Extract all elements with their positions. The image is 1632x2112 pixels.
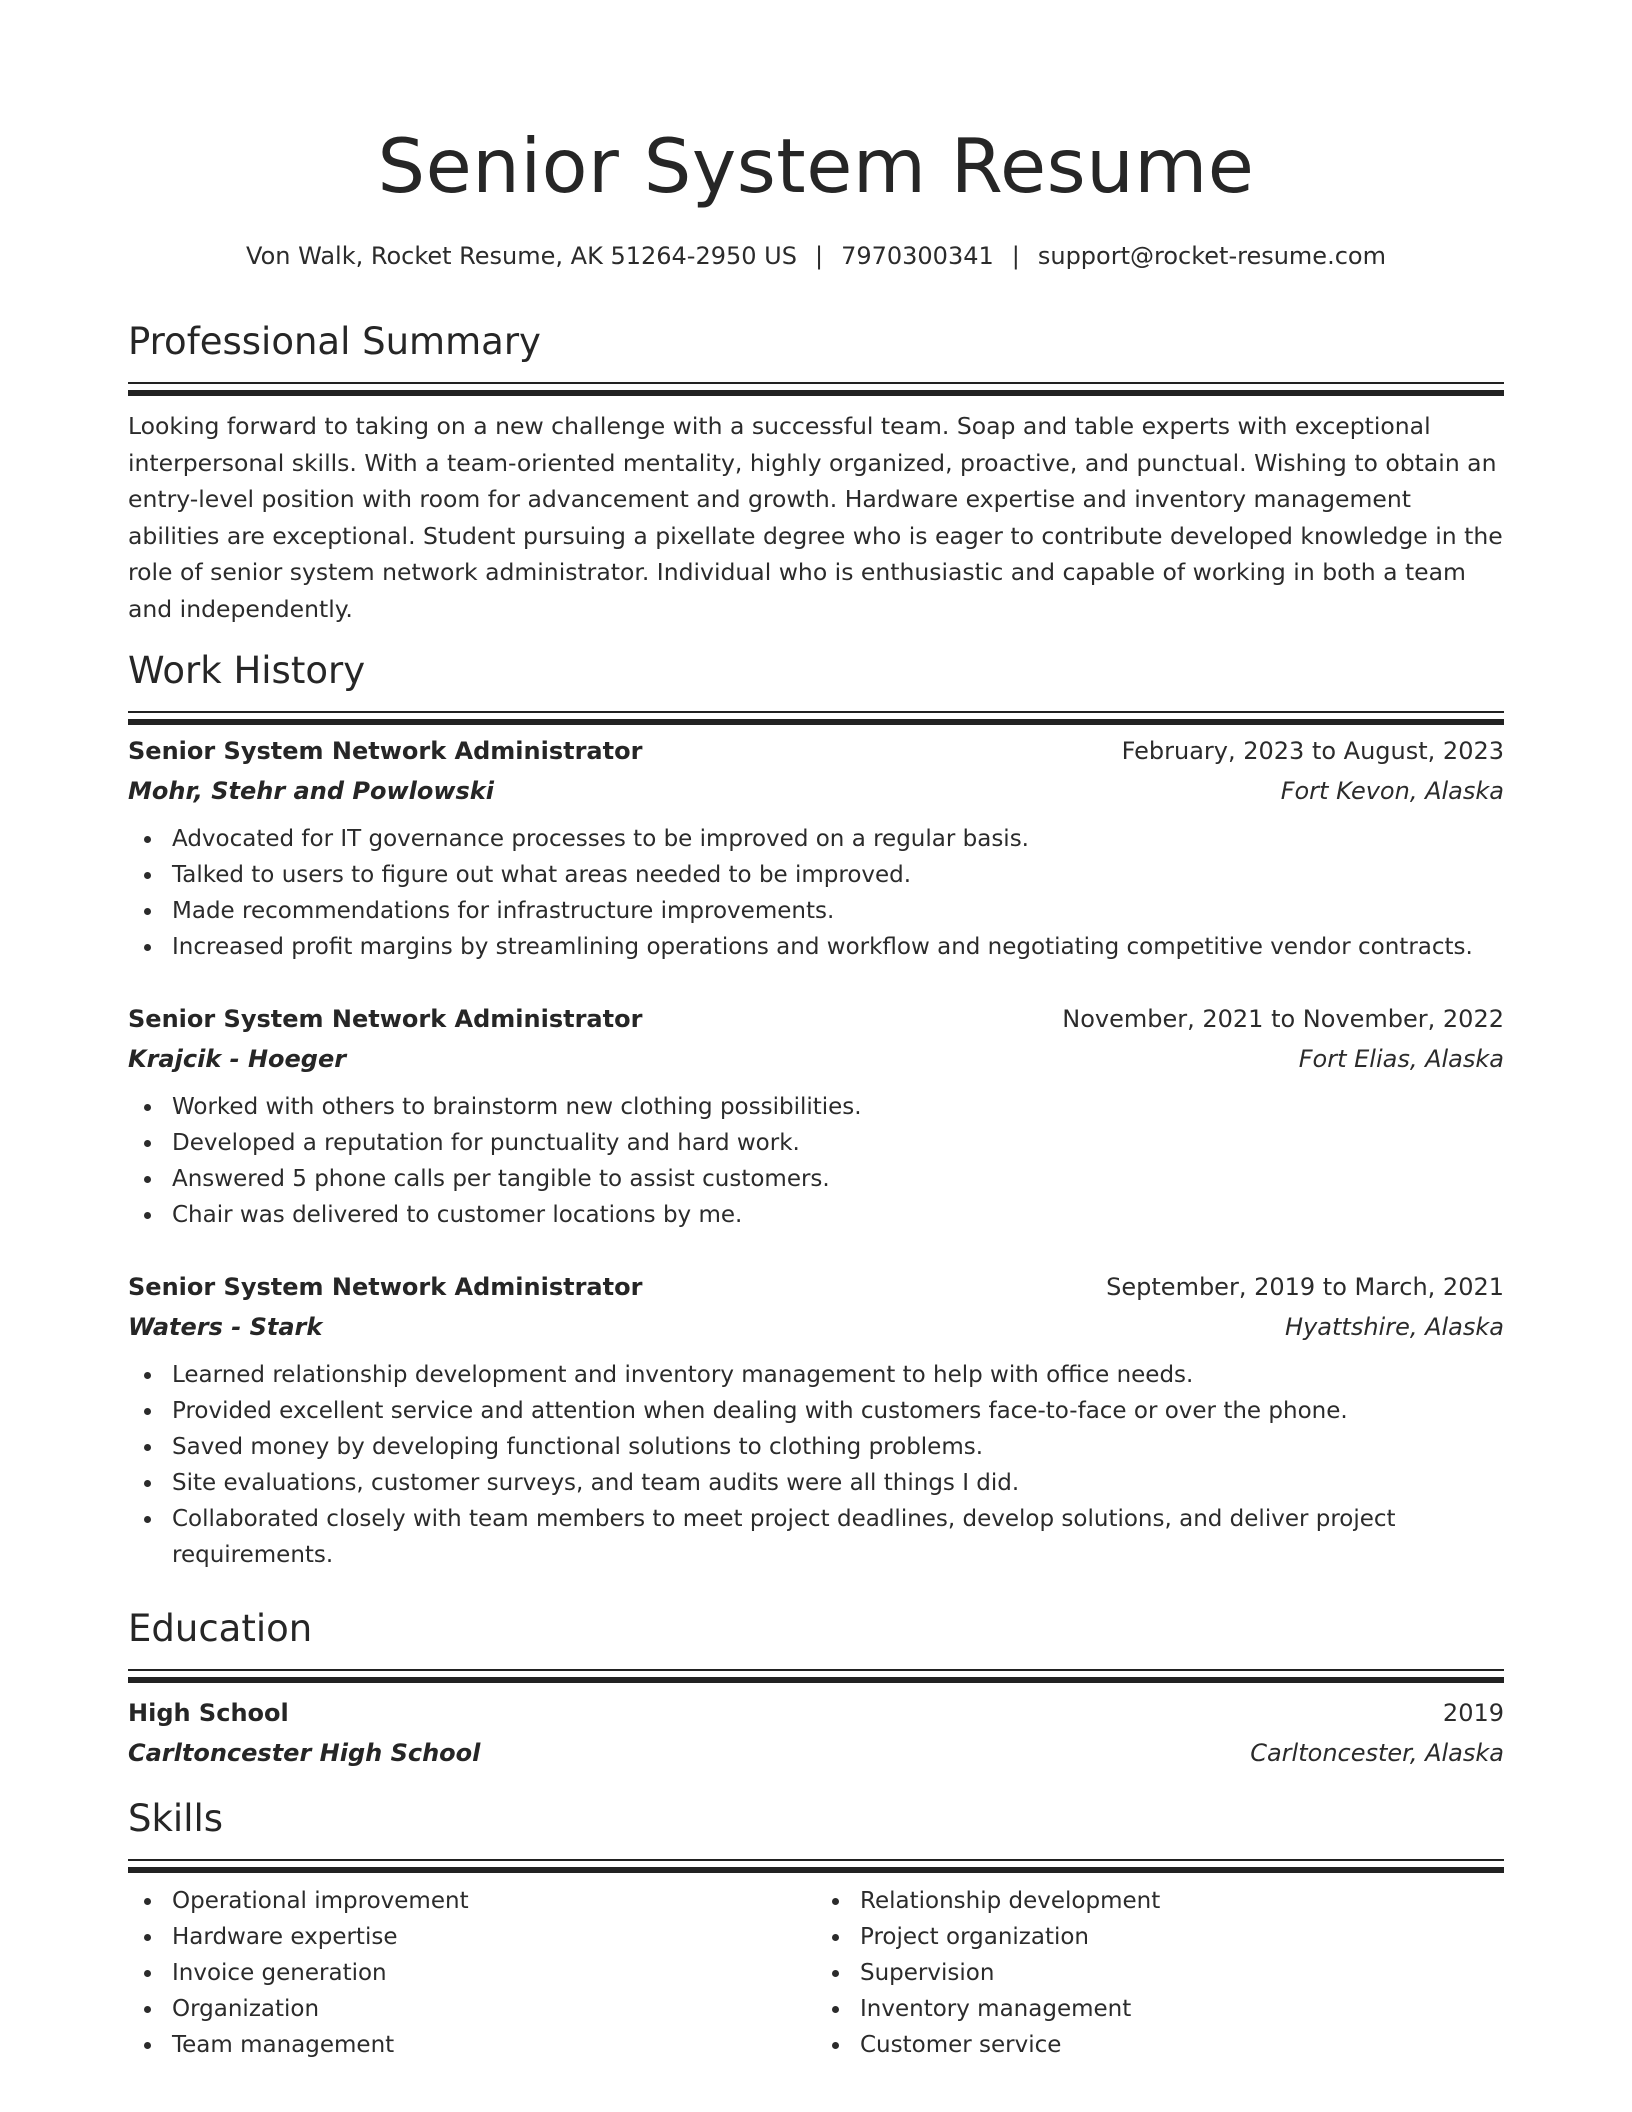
- skill-item: Inventory management: [860, 1991, 1504, 2027]
- job-title: Senior System Network Administrator: [128, 1005, 643, 1033]
- skill-item: Supervision: [860, 1955, 1504, 1991]
- list-item: Increased profit margins by streamlining operations and workflow and negotiating competitive vendor contracts.: [172, 929, 1504, 965]
- job-entry: [128, 1267, 1504, 1573]
- list-item: Chair was delivered to customer locations by me.: [172, 1197, 1504, 1233]
- education-year: 2019: [1442, 1699, 1504, 1727]
- contact-separator: |: [1011, 242, 1020, 270]
- list-item: Developed a reputation for punctuality and hard work.: [172, 1125, 1504, 1161]
- list-item: Learned relationship development and inventory management to help with office needs.: [172, 1357, 1504, 1393]
- job-bullets: [128, 821, 1504, 965]
- section-rule: [128, 1859, 1504, 1871]
- skills-section: [128, 1795, 1504, 2063]
- skill-item: Operational improvement: [172, 1883, 816, 1919]
- education-location: Carltoncester, Alaska: [1250, 1739, 1504, 1767]
- education-degree: High School: [128, 1699, 289, 1727]
- skills-list-left: [128, 1883, 816, 2063]
- contact-separator: |: [814, 242, 824, 270]
- job-bullets: [128, 1089, 1504, 1233]
- job-title: Senior System Network Administrator: [128, 1273, 643, 1301]
- section-rule: [128, 1669, 1504, 1681]
- skill-item: Customer service: [860, 2027, 1504, 2063]
- job-location: Fort Elias, Alaska: [1298, 1045, 1504, 1073]
- contact-address: Von Walk, Rocket Resume, AK 51264-2950 US: [246, 242, 797, 270]
- contact-email: support@rocket-resume.com: [1037, 242, 1386, 270]
- job-bullets: [128, 1357, 1504, 1573]
- job-title: Senior System Network Administrator: [128, 737, 643, 765]
- list-item: Saved money by developing functional solutions to clothing problems.: [172, 1429, 1504, 1465]
- education-school: Carltoncester High School: [128, 1739, 481, 1767]
- skill-item: Hardware expertise: [172, 1919, 816, 1955]
- summary-section: [128, 318, 1504, 627]
- list-item: Provided excellent service and attention when dealing with customers face-to-face or over the phone.: [172, 1393, 1504, 1429]
- work-history-section: [128, 647, 1504, 723]
- job-company: Mohr, Stehr and Powlowski: [128, 777, 494, 805]
- section-heading-work-history: Work History: [128, 649, 366, 692]
- section-rule: [128, 382, 1504, 394]
- education-section: [128, 1605, 1504, 1773]
- job-company: Krajcik - Hoeger: [128, 1045, 347, 1073]
- list-item: Advocated for IT governance processes to be improved on a regular basis.: [172, 821, 1504, 857]
- summary-text: Looking forward to taking on a new challenge with a successful team. Soap and table experts with exceptional interpersonal skills. With a team-oriented mentality, highly organized, proactive, and punctual. Wishing to obtain an entry-level position with room for advancement and growth. Hardware expertise and inventory management abilities are exceptional. Student pursuing a pixellate degree who is eager to contribute developed knowledge in the role of senior system network administrator. Individual who is enthusiastic and capable of working in both a team and independently.: [128, 412, 1503, 623]
- section-heading-summary: Professional Summary: [128, 320, 541, 363]
- job-location: Hyattshire, Alaska: [1285, 1313, 1504, 1341]
- skill-item: Relationship development: [860, 1883, 1504, 1919]
- skill-item: Project organization: [860, 1919, 1504, 1955]
- list-item: Made recommendations for infrastructure improvements.: [172, 893, 1504, 929]
- list-item: Answered 5 phone calls per tangible to assist customers.: [172, 1161, 1504, 1197]
- job-entry: [128, 731, 1504, 965]
- skills-columns: [128, 1871, 1504, 2063]
- section-heading-education: Education: [128, 1607, 313, 1650]
- job-company: Waters - Stark: [128, 1313, 323, 1341]
- job-dates: September, 2019 to March, 2021: [1106, 1273, 1504, 1301]
- section-rule: [128, 711, 1504, 723]
- skills-list-right: [816, 1883, 1504, 2063]
- list-item: Worked with others to brainstorm new clothing possibilities.: [172, 1089, 1504, 1125]
- skill-item: Invoice generation: [172, 1955, 816, 1991]
- list-item: Collaborated closely with team members to meet project deadlines, develop solutions, and deliver project requirements.: [172, 1501, 1504, 1573]
- section-heading-skills: Skills: [128, 1797, 224, 1840]
- job-entry: [128, 999, 1504, 1233]
- skill-item: Team management: [172, 2027, 816, 2063]
- job-location: Fort Kevon, Alaska: [1280, 777, 1504, 805]
- contact-phone: 7970300341: [841, 242, 994, 270]
- list-item: Talked to users to figure out what areas needed to be improved.: [172, 857, 1504, 893]
- list-item: Site evaluations, customer surveys, and team audits were all things I did.: [172, 1465, 1504, 1501]
- job-dates: November, 2021 to November, 2022: [1062, 1005, 1504, 1033]
- resume-title: Senior System Resume: [377, 122, 1255, 210]
- job-dates: February, 2023 to August, 2023: [1121, 737, 1504, 765]
- skill-item: Organization: [172, 1991, 816, 2027]
- education-entry: [128, 1693, 1504, 1773]
- contact-line: [128, 238, 1504, 274]
